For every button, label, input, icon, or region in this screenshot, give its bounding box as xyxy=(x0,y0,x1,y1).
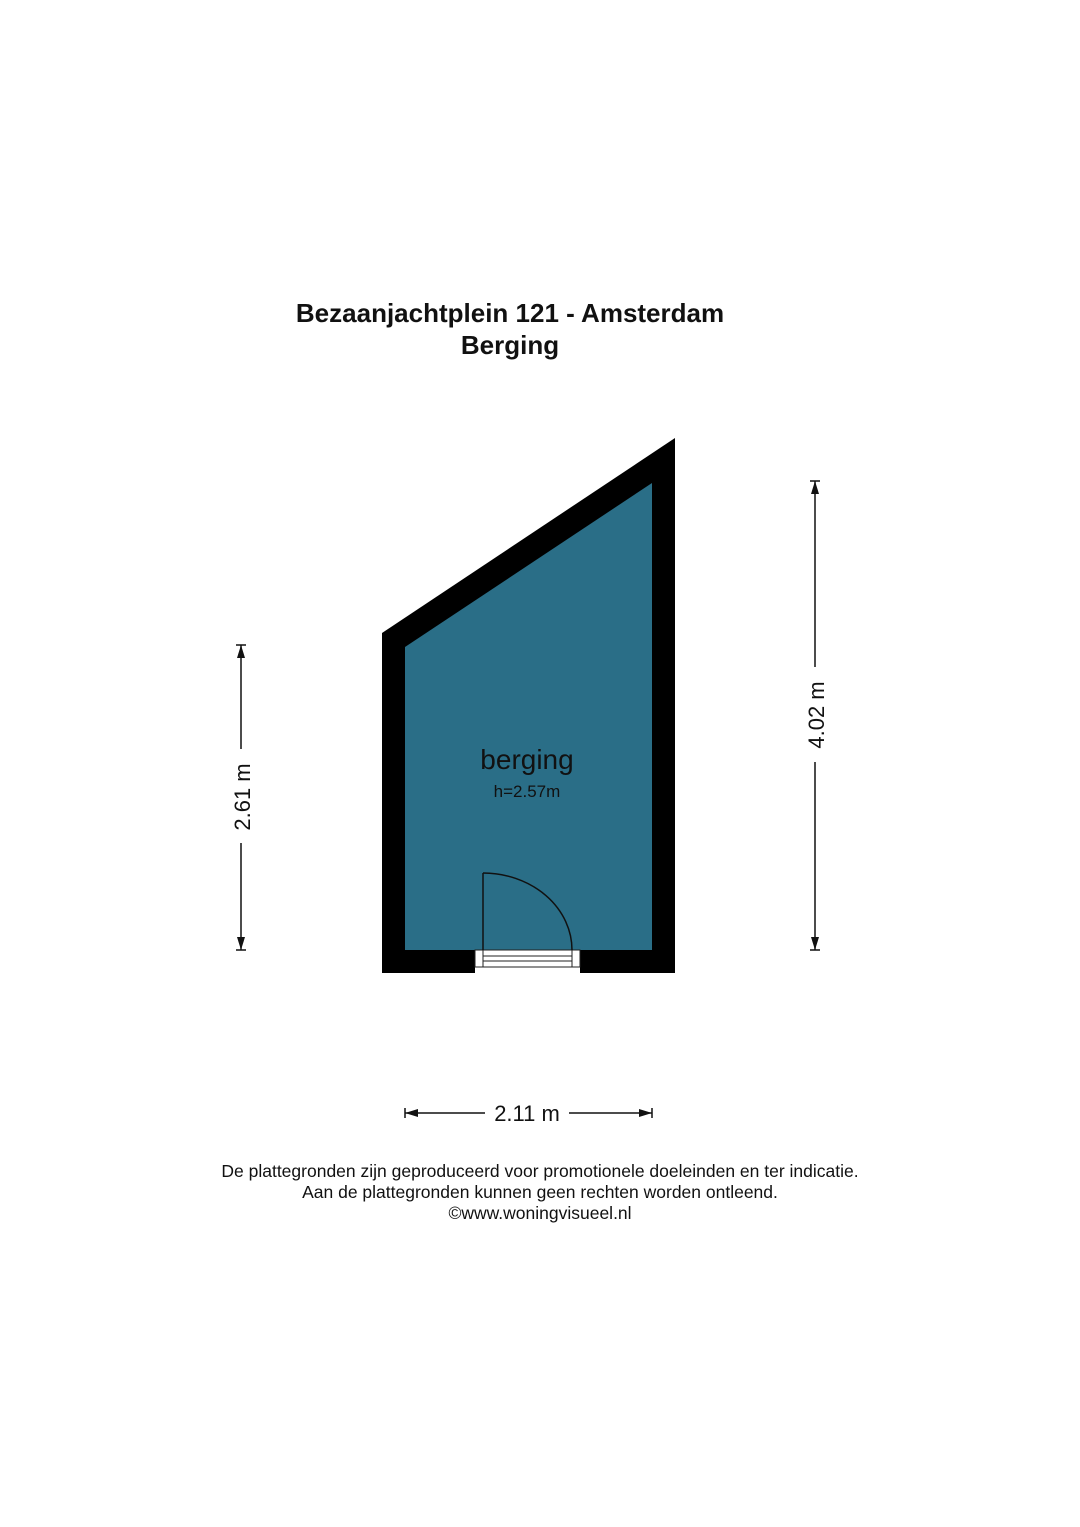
plan-title: Bezaanjachtplein 121 - Amsterdam xyxy=(295,298,725,328)
dimension-right-label: 4.02 m xyxy=(804,681,829,749)
dimension-bottom-label: 2.11 m xyxy=(494,1101,560,1126)
arrow-head xyxy=(811,481,819,494)
room-height-label: h=2.57m xyxy=(493,782,561,801)
arrow-head xyxy=(405,1109,418,1117)
door-jamb xyxy=(572,950,580,967)
copyright-link[interactable]: ©www.woningvisueel.nl xyxy=(448,1203,632,1223)
arrow-head xyxy=(811,937,819,950)
room-label: berging xyxy=(480,744,574,775)
arrow-head xyxy=(237,645,245,658)
door-frame xyxy=(475,950,580,967)
dimension-right xyxy=(804,481,829,950)
disclaimer-line: De plattegronden zijn geproduceerd voor promotionele doeleinden en ter indicatie. xyxy=(221,1161,859,1181)
disclaimer-line: Aan de plattegronden kunnen geen rechten worden ontleend. xyxy=(302,1182,778,1202)
dimension-left xyxy=(230,645,255,950)
arrow-head xyxy=(639,1109,652,1117)
arrow-head xyxy=(237,937,245,950)
door-jamb xyxy=(475,950,483,967)
dimension-bottom xyxy=(405,1101,652,1126)
plan-subtitle: Berging xyxy=(460,330,560,360)
dimension-left-label: 2.61 m xyxy=(230,763,255,831)
